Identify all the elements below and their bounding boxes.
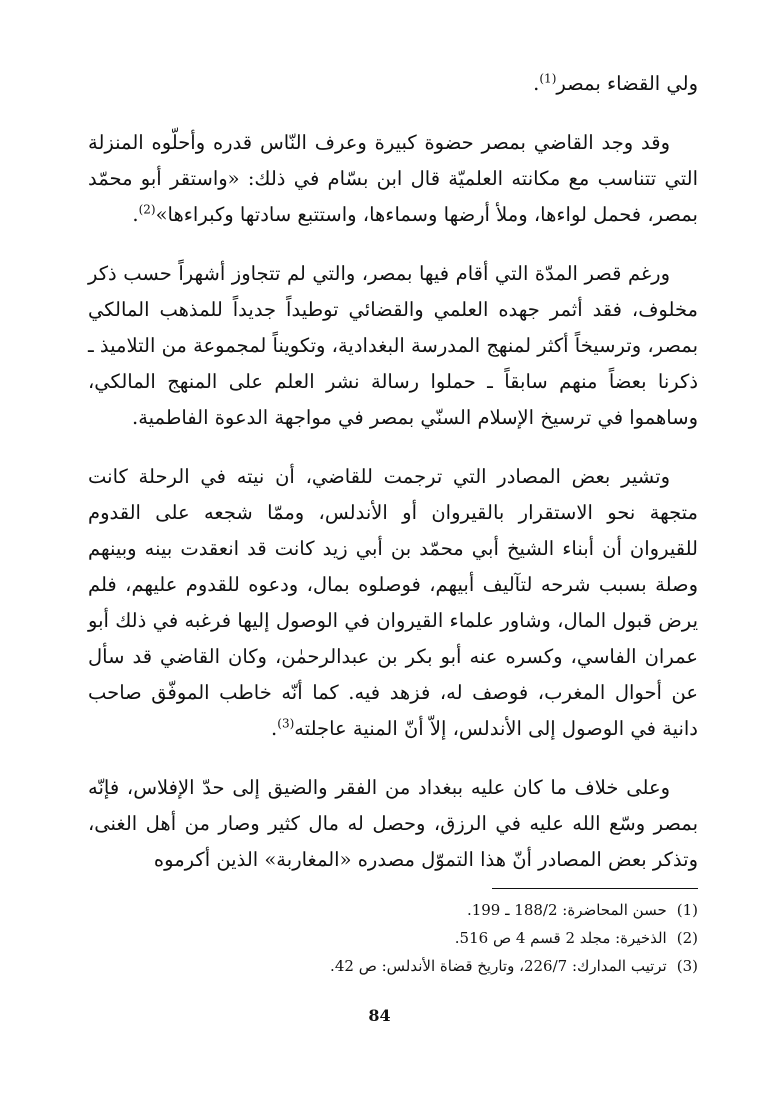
paragraph-2-end: . bbox=[132, 203, 139, 226]
paragraph-4 bbox=[88, 459, 698, 747]
footnote-2-number: (2) bbox=[676, 929, 698, 947]
paragraph-2-text: وقد وجد القاضي بمصر حضوة كبيرة وعرف النّاس قدره وأحلّوه المنزلة التي تتناسب مع مكانته العلميّة قال ابن بسّام في ذلك: «واستقر أبو محمّد بمصر، فحمل لواءها، وملأ أرضها وسماءها، واستتبع سادتها وكبراءها» bbox=[88, 131, 698, 226]
paragraph-5 bbox=[88, 770, 698, 878]
page-number: 84 bbox=[368, 1006, 391, 1025]
footnote-2-text: الذخيرة: مجلد 2 قسم 4 ص 516. bbox=[454, 929, 667, 947]
footnotes bbox=[88, 896, 698, 980]
paragraph-1-text: ولي القضاء بمصر bbox=[556, 72, 698, 95]
footnote-1-number: (1) bbox=[676, 901, 698, 919]
paragraph-1 bbox=[88, 66, 698, 102]
footnote-3-number: (3) bbox=[676, 957, 698, 975]
paragraph-3 bbox=[88, 256, 698, 436]
footnote-ref-1: (1) bbox=[539, 71, 557, 86]
footnote-ref-2: (2) bbox=[138, 202, 156, 217]
footnote-1 bbox=[88, 896, 698, 924]
footnote-1-text: حسن المحاضرة: 188/2 ـ 199. bbox=[466, 901, 667, 919]
page-body bbox=[88, 66, 698, 901]
footnote-3-text: ترتيب المدارك: 226/7، وتاريخ قضاة الأندلس: ص 42. bbox=[330, 957, 667, 975]
paragraph-4-end: . bbox=[271, 717, 278, 740]
paragraph-1-end: . bbox=[533, 72, 540, 95]
footnote-2 bbox=[88, 924, 698, 952]
footnote-ref-3: (3) bbox=[277, 716, 295, 731]
paragraph-2 bbox=[88, 125, 698, 233]
paragraph-3-text: ورغم قصر المدّة التي أقام فيها بمصر، والتي لم تتجاوز أشهراً حسب ذكر مخلوف، فقد أثمر جهده العلمي والقضائي توطيداً جديداً للمذهب المالكي بمصر، وترسيخاً أكثر لمنهج المدرسة البغدادية، وتكويناً لمجموعة من التلاميذ ـ ذكرنا بعضاً منهم سابقاً ـ حملوا رسالة نشر العلم على المنهج المالكي، وساهموا في ترسيخ الإسلام السنّي بمصر في مواجهة الدعوة الفاطمية. bbox=[88, 262, 698, 429]
paragraph-5-text: وعلى خلاف ما كان عليه ببغداد من الفقر والضيق إلى حدّ الإفلاس، فإنّه بمصر وسّع الله عليه في الرزق، وحصل له مال كثير وصار من أهل الغنى، وتذكر بعض المصادر أنّ هذا التموّل مصدره «المغاربة» الذين أكرموه bbox=[88, 776, 698, 871]
footnote-3 bbox=[88, 952, 698, 980]
footnote-divider bbox=[492, 888, 698, 889]
paragraph-4-text: وتشير بعض المصادر التي ترجمت للقاضي، أن نيته في الرحلة كانت متجهة نحو الاستقرار بالقيروان أو الأندلس، وممّا شجعه على القدوم للقيروان أن أبناء الشيخ أبي محمّد بن أبي زيد كانت قد انعقدت بينه وبينهم وصلة بسبب شرحه لتآليف أبيهم، فوصلوه بمال، ودعوه للقدوم عليهم، فلم يرض قبول المال، وشاور علماء القيروان في الوصول إليها فرغبه في ذلك أبو عمران الفاسي، وكسره عنه أبو بكر بن عبدالرحمٰن، وكان القاضي قد سأل عن أحوال المغرب، فوصف له، فزهد فيه. كما أنّه خاطب الموفّق صاحب دانية في الوصول إلى الأندلس، إلاّ أنّ المنية عاجلته bbox=[88, 465, 698, 740]
